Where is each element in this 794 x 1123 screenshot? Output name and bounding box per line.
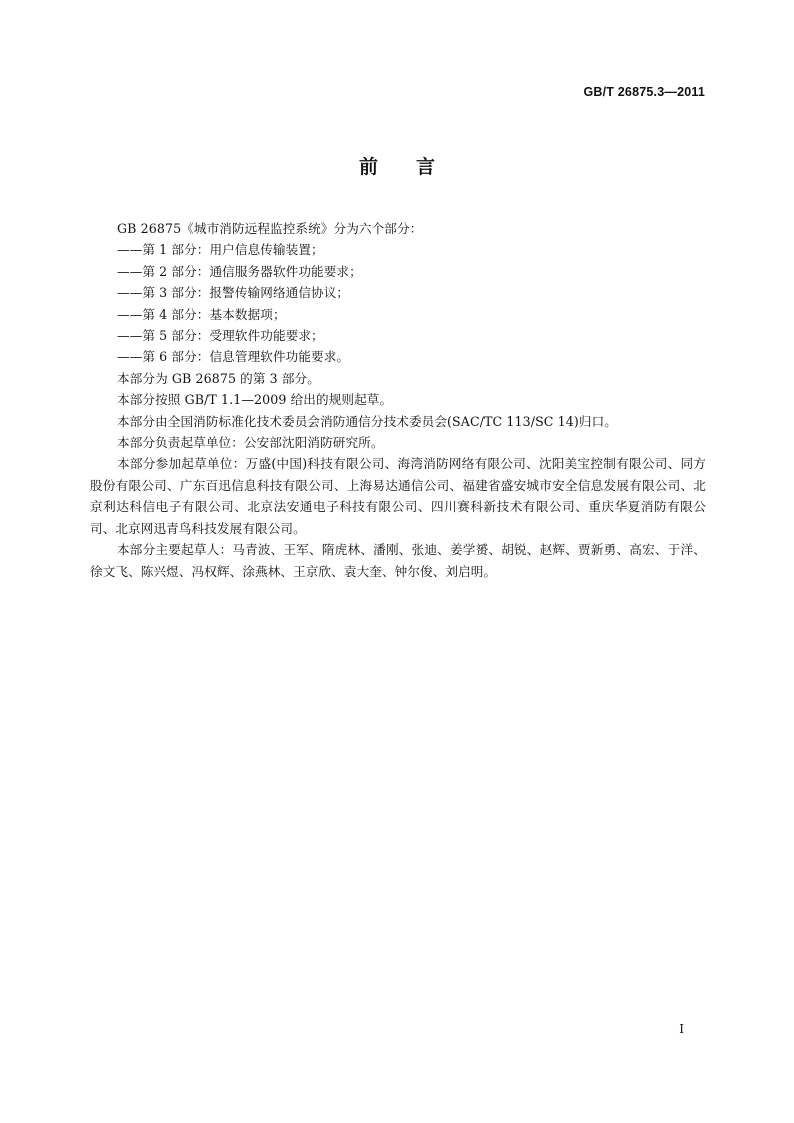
paragraph-committee: 本部分由全国消防标准化技术委员会消防通信分技术委员会(SAC/TC 113/SC 14)归口。 [117,413,617,429]
page-number: I [679,1022,684,1036]
paragraph-drafting-rules: 本部分按照 GB/T 1.1—2009 给出的规则起草。 [117,392,393,408]
paragraph-participating-units: 本部分参加起草单位：万盛(中国)科技有限公司、海湾消防网络有限公司、沈阳美宝控制有限公司、同方股份有限公司、广东百迅信息科技有限公司、上海易达通信公司、福建省盛安城市安全信息发展有限公司、北京利达科信电子有限公司、北京法安通电子科技有限公司、四川赛科新技术有限公司、重庆华夏消防有限公司、北京网迅青鸟科技发展有限公司。 [90,456,706,536]
foreword-body [90,218,706,582]
list-item-part-5: ——第 5 部分：受理软件功能要求； [117,328,324,344]
list-item-part-4: ——第 4 部分：基本数据项； [117,306,286,322]
document-number: GB/T 26875.3—2011 [583,85,705,99]
list-item-part-2: ——第 2 部分：通信服务器软件功能要求； [117,263,362,279]
paragraph-lead-drafter: 本部分负责起草单位：公安部沈阳消防研究所。 [117,435,384,451]
list-item-part-1: ——第 1 部分：用户信息传输装置； [117,242,324,258]
list-item-part-3: ——第 3 部分：报警传输网络通信协议； [117,285,350,301]
paragraph-intro: GB 26875《城市消防远程监控系统》分为六个部分： [117,221,423,236]
list-item-part-6: ——第 6 部分：信息管理软件功能要求。 [117,349,350,365]
paragraph-main-drafters: 本部分主要起草人：马青波、王军、隋虎林、潘刚、张迪、姜学赟、胡锐、赵辉、贾新勇、高宏、于洋、徐文飞、陈兴煜、冯权辉、涂燕林、王京欣、袁大奎、钟尔俊、刘启明。 [90,542,706,579]
page-title: 前言 [358,156,473,178]
paragraph-part-statement: 本部分为 GB 26875 的第 3 部分。 [117,370,320,386]
